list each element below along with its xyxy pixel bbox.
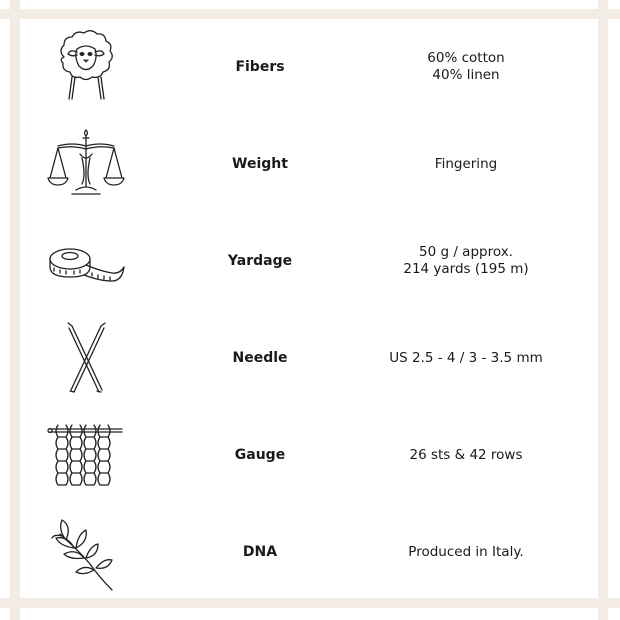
spec-label: Gauge <box>234 447 286 463</box>
spec-value <box>366 213 566 309</box>
spec-row-yardage <box>20 213 598 309</box>
spec-value-line: 40% linen <box>432 67 500 83</box>
spec-value-line: 214 yards (195 m) <box>403 261 529 277</box>
sheep-icon <box>46 27 126 107</box>
spec-row-weight <box>20 116 598 212</box>
spec-value <box>366 310 566 406</box>
scale-icon <box>46 124 126 204</box>
spec-value-line: 50 g / approx. <box>419 244 513 260</box>
frame-right-border <box>598 0 608 620</box>
frame-top-border <box>0 9 620 19</box>
spec-label: DNA <box>242 544 278 560</box>
spec-value-line: 26 sts & 42 rows <box>409 446 523 463</box>
frame-left-border <box>10 0 20 620</box>
spec-value <box>366 504 566 600</box>
knitting-needles-icon <box>46 318 126 398</box>
spec-value-line: Produced in Italy. <box>408 543 524 560</box>
spec-value-line: 60% cotton <box>427 50 505 66</box>
spec-label: Weight <box>232 156 288 172</box>
spec-row-gauge <box>20 407 598 503</box>
spec-row-fibers <box>20 19 598 115</box>
spec-label: Fibers <box>235 59 285 75</box>
yarn-spec-table <box>20 19 598 598</box>
spec-value <box>366 116 566 212</box>
measuring-tape-icon <box>46 221 126 301</box>
spec-value <box>366 407 566 503</box>
spec-row-needle <box>20 310 598 406</box>
leaf-branch-icon <box>46 512 126 592</box>
spec-value-line: US 2.5 - 4 / 3 - 3.5 mm <box>389 349 543 366</box>
spec-label: Needle <box>232 350 288 366</box>
spec-row-dna <box>20 504 598 600</box>
knit-swatch-icon <box>46 415 126 495</box>
spec-value <box>366 19 566 115</box>
spec-value-line: Fingering <box>434 155 498 172</box>
spec-label: Yardage <box>227 253 293 269</box>
